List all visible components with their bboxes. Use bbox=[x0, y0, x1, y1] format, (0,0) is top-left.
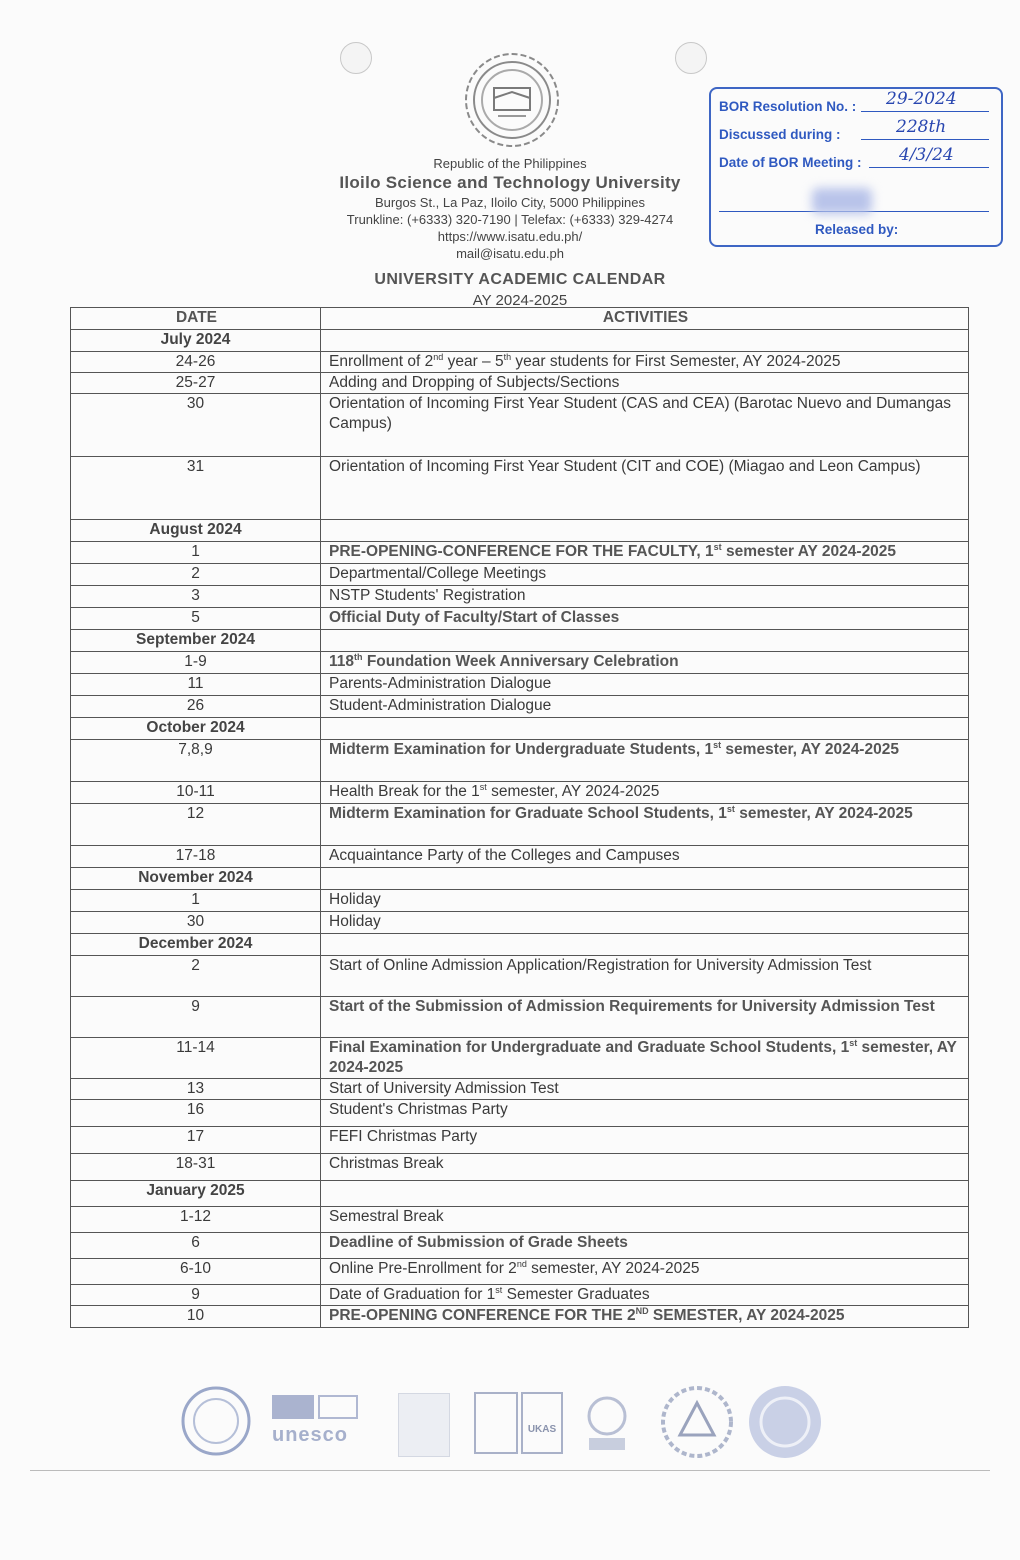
date-cell: 25-27 bbox=[71, 373, 321, 394]
activity-cell: PRE-OPENING-CONFERENCE FOR THE FACULTY, 1st semester AY 2024-2025 bbox=[321, 542, 969, 564]
date-cell: 9 bbox=[71, 1285, 321, 1306]
activity-cell: Christmas Break bbox=[321, 1154, 969, 1181]
table-row bbox=[71, 652, 969, 674]
month-label: September 2024 bbox=[71, 630, 321, 652]
date-cell: 12 bbox=[71, 804, 321, 846]
activity-cell: Start of the Submission of Admission Requirements for University Admission Test bbox=[321, 997, 969, 1038]
activity-cell bbox=[321, 718, 969, 740]
table-row bbox=[71, 1038, 969, 1079]
month-label: October 2024 bbox=[71, 718, 321, 740]
activity-cell bbox=[321, 1181, 969, 1207]
activity-cell bbox=[321, 630, 969, 652]
date-cell: 9 bbox=[71, 997, 321, 1038]
table-row bbox=[71, 352, 969, 373]
accreditation-logo-icon bbox=[583, 1392, 631, 1454]
date-cell: 11 bbox=[71, 674, 321, 696]
activity-cell: FEFI Christmas Party bbox=[321, 1127, 969, 1154]
redacted-signature bbox=[812, 188, 872, 214]
resolution-label: BOR Resolution No. : bbox=[719, 99, 857, 114]
discussed-label: Discussed during : bbox=[719, 127, 841, 142]
discussed-value: 228th bbox=[896, 117, 947, 137]
activity-cell: Official Duty of Faculty/Start of Classes bbox=[321, 608, 969, 630]
released-label: Released by: bbox=[815, 222, 899, 237]
table-row bbox=[71, 696, 969, 718]
table-row bbox=[71, 457, 969, 520]
date-column-header: DATE bbox=[71, 308, 321, 330]
table-row bbox=[71, 956, 969, 997]
table-row bbox=[71, 586, 969, 608]
table-row bbox=[71, 1100, 969, 1127]
ukas-cert-icon: UKAS bbox=[521, 1392, 563, 1454]
address-line: Burgos St., La Paz, Iloilo City, 5000 Philippines bbox=[374, 195, 646, 210]
footer-gear-seal-icon bbox=[660, 1385, 734, 1459]
date-cell: 10-11 bbox=[71, 782, 321, 804]
date-cell: 16 bbox=[71, 1100, 321, 1127]
activity-cell: Student-Administration Dialogue bbox=[321, 696, 969, 718]
table-row bbox=[71, 804, 969, 846]
footer-divider bbox=[30, 1470, 990, 1471]
date-cell: 2 bbox=[71, 956, 321, 997]
table-row bbox=[71, 997, 969, 1038]
activity-cell: Final Examination for Undergraduate and Graduate School Students, 1st semester, AY 2024-2025 bbox=[321, 1038, 969, 1079]
document-subtitle: AY 2024-2025 bbox=[472, 292, 568, 309]
date-cell: 18-31 bbox=[71, 1154, 321, 1181]
activity-cell: Orientation of Incoming First Year Student (CIT and COE) (Miagao and Leon Campus) bbox=[321, 457, 969, 520]
date-cell: 17-18 bbox=[71, 846, 321, 868]
unesco-label: unesco bbox=[272, 1424, 349, 1446]
activity-cell: Orientation of Incoming First Year Student (CAS and CEA) (Barotac Nuevo and Dumangas Campus) bbox=[321, 394, 969, 457]
date-cell: 17 bbox=[71, 1127, 321, 1154]
table-row bbox=[71, 674, 969, 696]
website-link[interactable]: https://www.isatu.edu.ph/ bbox=[437, 229, 583, 244]
university-seal-logo bbox=[462, 50, 562, 150]
date-cell: 13 bbox=[71, 1079, 321, 1100]
table-row bbox=[71, 394, 969, 457]
table-row bbox=[71, 1154, 969, 1181]
activity-cell: Holiday bbox=[321, 912, 969, 934]
table-header-row bbox=[71, 308, 969, 330]
unesco-logo bbox=[272, 1395, 362, 1447]
month-header-row bbox=[71, 934, 969, 956]
document-title: UNIVERSITY ACADEMIC CALENDAR bbox=[374, 271, 666, 288]
activity-cell: Adding and Dropping of Subjects/Sections bbox=[321, 373, 969, 394]
month-header-row bbox=[71, 330, 969, 352]
activity-cell bbox=[321, 520, 969, 542]
month-label: December 2024 bbox=[71, 934, 321, 956]
date-cell: 6-10 bbox=[71, 1259, 321, 1285]
activity-cell: Departmental/College Meetings bbox=[321, 564, 969, 586]
calendar-body bbox=[71, 330, 969, 1328]
activity-cell: Midterm Examination for Graduate School Students, 1st semester, AY 2024-2025 bbox=[321, 804, 969, 846]
letterhead bbox=[300, 155, 720, 262]
date-cell: 24-26 bbox=[71, 352, 321, 373]
month-header-row bbox=[71, 1181, 969, 1207]
activity-cell: Holiday bbox=[321, 890, 969, 912]
email-link[interactable]: mail@isatu.edu.ph bbox=[456, 246, 564, 261]
table-row bbox=[71, 1127, 969, 1154]
republic-line: Republic of the Philippines bbox=[433, 156, 587, 171]
phone-line: Trunkline: (+6333) 320-7190 | Telefax: (+6333) 329-4274 bbox=[346, 212, 674, 227]
month-header-row bbox=[71, 630, 969, 652]
table-row bbox=[71, 890, 969, 912]
activity-cell: Start of Online Admission Application/Registration for University Admission Test bbox=[321, 956, 969, 997]
month-header-row bbox=[71, 868, 969, 890]
table-row bbox=[71, 1207, 969, 1233]
date-cell: 26 bbox=[71, 696, 321, 718]
table-row bbox=[71, 542, 969, 564]
date-cell: 1-12 bbox=[71, 1207, 321, 1233]
date-cell: 2 bbox=[71, 564, 321, 586]
date-cell: 5 bbox=[71, 608, 321, 630]
table-row bbox=[71, 912, 969, 934]
date-cell: 10 bbox=[71, 1306, 321, 1328]
activity-cell: Midterm Examination for Undergraduate Students, 1st semester, AY 2024-2025 bbox=[321, 740, 969, 782]
date-cell: 30 bbox=[71, 912, 321, 934]
month-label: January 2025 bbox=[71, 1181, 321, 1207]
table-row bbox=[71, 1285, 969, 1306]
month-label: July 2024 bbox=[71, 330, 321, 352]
activity-cell: Acquaintance Party of the Colleges and Campuses bbox=[321, 846, 969, 868]
certification-badge-icon bbox=[398, 1393, 450, 1457]
punch-hole-left bbox=[340, 42, 372, 74]
meeting-label: Date of BOR Meeting : bbox=[719, 155, 862, 170]
university-name: Iloilo Science and Technology University bbox=[339, 173, 681, 192]
punch-hole-right bbox=[675, 42, 707, 74]
month-label: November 2024 bbox=[71, 868, 321, 890]
activity-cell: Student's Christmas Party bbox=[321, 1100, 969, 1127]
month-label: August 2024 bbox=[71, 520, 321, 542]
activity-cell: PRE-OPENING CONFERENCE FOR THE 2ND SEMESTER, AY 2024-2025 bbox=[321, 1306, 969, 1328]
table-row bbox=[71, 1233, 969, 1259]
iso-cert-icon bbox=[474, 1392, 518, 1454]
date-cell: 31 bbox=[71, 457, 321, 520]
table-row bbox=[71, 1079, 969, 1100]
activity-cell bbox=[321, 330, 969, 352]
date-cell: 1 bbox=[71, 542, 321, 564]
date-cell: 30 bbox=[71, 394, 321, 457]
bagong-pilipinas-logo-icon bbox=[746, 1383, 824, 1461]
footer-seal-icon bbox=[180, 1385, 252, 1457]
activity-cell: NSTP Students' Registration bbox=[321, 586, 969, 608]
activity-cell: Health Break for the 1st semester, AY 2024-2025 bbox=[321, 782, 969, 804]
resolution-value: 29-2024 bbox=[886, 89, 957, 109]
date-cell: 7,8,9 bbox=[71, 740, 321, 782]
table-row bbox=[71, 608, 969, 630]
activity-cell: Online Pre-Enrollment for 2nd semester, AY 2024-2025 bbox=[321, 1259, 969, 1285]
academic-calendar-table bbox=[70, 307, 969, 1328]
bor-approval-stamp bbox=[709, 87, 1003, 247]
activity-cell: Semestral Break bbox=[321, 1207, 969, 1233]
activity-cell: Date of Graduation for 1st Semester Graduates bbox=[321, 1285, 969, 1306]
activity-cell: Deadline of Submission of Grade Sheets bbox=[321, 1233, 969, 1259]
date-cell: 1-9 bbox=[71, 652, 321, 674]
date-cell: 3 bbox=[71, 586, 321, 608]
activity-cell: Start of University Admission Test bbox=[321, 1079, 969, 1100]
activity-cell bbox=[321, 868, 969, 890]
activity-cell bbox=[321, 934, 969, 956]
table-row bbox=[71, 1259, 969, 1285]
date-cell: 1 bbox=[71, 890, 321, 912]
month-header-row bbox=[71, 520, 969, 542]
activity-cell: Parents-Administration Dialogue bbox=[321, 674, 969, 696]
activity-cell: 118th Foundation Week Anniversary Celebration bbox=[321, 652, 969, 674]
activity-cell: Enrollment of 2nd year – 5th year students for First Semester, AY 2024-2025 bbox=[321, 352, 969, 373]
table-row bbox=[71, 1306, 969, 1328]
meeting-value: 4/3/24 bbox=[899, 145, 954, 165]
table-row bbox=[71, 740, 969, 782]
table-row bbox=[71, 782, 969, 804]
date-cell: 11-14 bbox=[71, 1038, 321, 1079]
table-row bbox=[71, 846, 969, 868]
table-row bbox=[71, 564, 969, 586]
date-cell: 6 bbox=[71, 1233, 321, 1259]
activities-column-header: ACTIVITIES bbox=[321, 308, 969, 330]
table-row bbox=[71, 373, 969, 394]
month-header-row bbox=[71, 718, 969, 740]
